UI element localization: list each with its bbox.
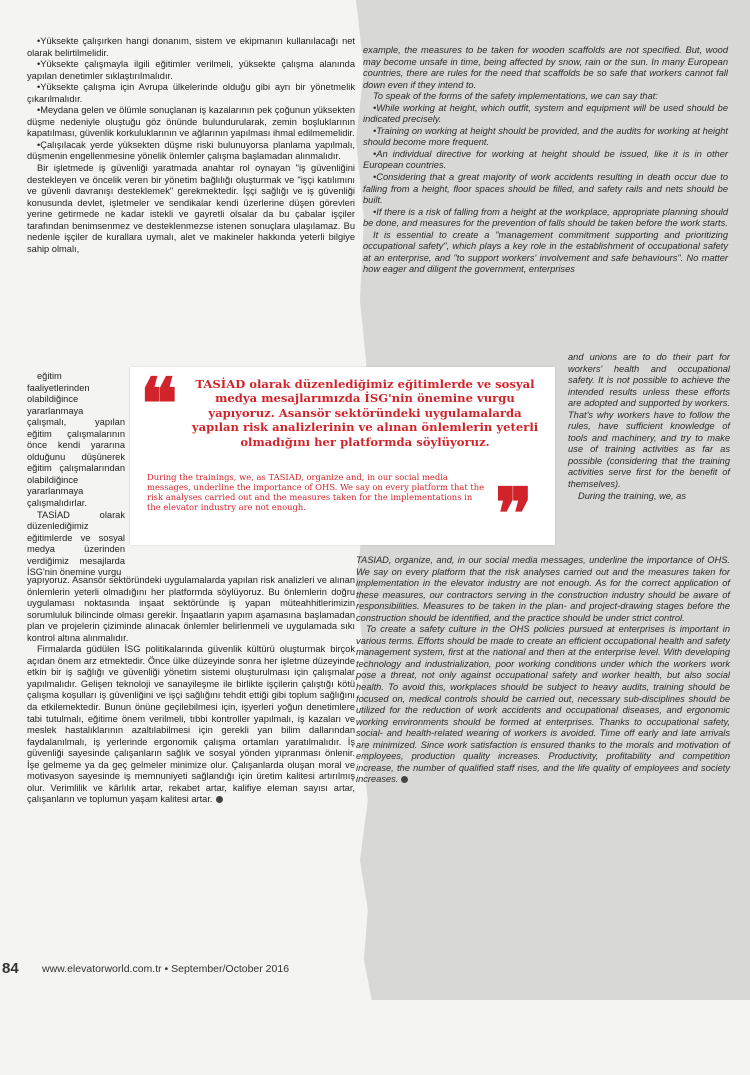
right-column-lower [356,555,730,786]
paragraph: During the training, we, as [578,490,687,501]
footer-text: www.elevatorworld.com.tr • September/October 2016 [42,963,290,975]
paragraph: •Considering that a great majority of work accidents resulting in death occur due to falling from a height, floor spaces should be filled, and safety rails and nets should be built. [363,172,728,206]
paragraph: and unions are to do their part for workers' health and occupational safety. It is not possible to achieve the intended results unless these efforts are adopted and supported by workers. That's why workers have to follow the rules, have sufficient knowledge of tools and machinery, and try to make use of training activities as far as possible (considering that the training activities serve first for the benefit of themselves). [568,352,730,490]
right-column-top [363,45,728,276]
paragraph: eğitim faaliyetlerinden olabildiğince yararlanmaya çalışmalı, yapılan eğitim çalışmalarının önce kendi yararına olduğunu düşünerek eğitim çalışmalarından olabildiğince yararlanmaya çalışmalıdırlar. [27,371,125,509]
pull-quote-turkish: TASİAD olarak düzenlediğimiz eğitimlerde ve sosyal medya mesajlarımızda İSG'nin önemine vurgu yapıyoruz. Asansör sektöründeki uygulamalarda yapılan risk analizlerinin ve alınan önlemlerin yeterli olmadığını her platformda söylüyoruz. [191,377,539,449]
left-column-lower [27,575,355,806]
paragraph: •Yüksekte çalışma için Avrupa ülkelerinde olduğu gibi ayrı bir yönetmelik çıkarılmalıdır. [27,82,355,104]
paragraph-text: To create a safety culture in the OHS policies pursued at enterprises is important in various terms. Efforts should be made to create an efficient occupational health and safety management system, first at the national and then at the enterprise level. With developing technology and industrialization, poor working conditions under which the workers work pose a threat, not only against occupational safety and worker health, but also social health. To avoid this, workplaces should be subject to heavy audits, training should be focused on, medical controls should be carried out, necessary sub-disciplines should be utilized for the reduction of work accidents and occupational diseases, and ergonomic working environments should be formed at enterprises. Thanks to occupational safety, social- and health-related wearing of workers is avoided. Time off early and late arrivals are minimized. Since work satisfaction is ensured thanks to the morals and motivation of employees, production quality increases. Productivity, profitability and competition increase, the number of qualified staff rises, and the life quality of employees and society increases. [356,624,730,785]
page-number: 84 [2,960,19,977]
paragraph: •Training on working at height should be provided, and the audits for working at height should become more frequent. [363,125,728,148]
paragraph: TASİAD olarak düzenlediğimiz eğitimlerde ve sosyal medya üzerinden verdiğimiz mesajlarda İSG'nin önemine vurgu [27,509,125,578]
paragraph: •Meydana gelen ve ölümle sonuçlanan iş kazalarının pek çoğunun yüksekten düşme nedeniyle oluştuğu göz önünde bulundurularak, zemin boşluklarının kapatılması, güvenlik korkuluklarının ve ağlarının yapılması ihmal edilmemelidir. [27,105,355,139]
paragraph: TASIAD, organize, and, in our social media messages, underline the importance of OHS. We say on every platform that the risk analyses carried out and the measures taken for implementation in the elevator industry are not enough. As for the correct application of these measures, our contractors serving in the construction industry should be aware of responsibilities. Measures to be taken in the plan- and project-drawing stages before the construction should be identified, and the practice should be under strict control. [356,555,730,623]
pull-quote [130,362,555,555]
paragraph [27,644,355,806]
paragraph: Bir işletmede iş güvenliği yaratmada anahtar rol oynayan "iş güvenliğini destekleyen ve öncelik veren bir yönetim bağlılığı oluşturmak ve "işçi katılımını ve güvenli davranışı desteklemek" gerekmektedir. İşçi sağlığı ve iş güvenliği konusunda devlet, işletmeler ve sendikalar kendi üzerlerine düşen görevleri yerine getirmede ne kadar istekli ve gayretli olsalar da bu çabalar işçiler tarafından benimsenmez ve desteklenmezse istenen sonuçlara ulaşılamaz. Bu nedenle işçiler de kurallara uymalı, alet ve makineler hakkında yeterli bilgiye sahip olmalı, [27,163,355,254]
paragraph-text: Firmalarda güdülen İSG politikalarında güvenlik kültürü oluşturmak birçok açıdan önem arz etmektedir. Önce ülke düzeyinde sonra her işletme düzeyinde etkin bir iş sağlığı ve güvenliği yönetim sistemi oluşturulması için çalışmalar yapılmalıdır. Gelişen teknoloji ve sanayileşme ile birlikte işçilerin çalıştığı kötü çalışma koşulları iş güvenliğini ve işçi sağlığını tehdit ettiği gibi toplum sağlığını da etkilemektedir. Bunun önüne geçilebilmesi için, işyerleri yoğun denetimlere tabi tutulmalı, eğitime önem verilmeli, tıbbi kontroller yapılmalı, iş kazaları ve meslek hastalıklarının azaltılabilmesi için gerekli yan bilim dallarından faydalanılmalı, iş yerlerinde ergonomik çalışma ortamları yaratılmalıdır. İş güvenliği sayesinde çalışanların sağlık ve sosyal yönden yıpranması önlenir. İşe gelmeme ya da geç gelmeler minimize olur. Çalışanlarda oluşan moral ve motivasyon sayesinde iş memnuniyeti sağlandığı için üretim kalitesi artırılmış olur. Verimlilik ve kârlılık artar, rekabet artar, kalifiye eleman sayısı artar, çalışanların ve toplumun yaşam kalitesi artar. [27,644,355,805]
page-footer [0,960,356,982]
left-column-narrow [27,371,125,579]
paragraph: To speak of the forms of the safety implementations, we can say that: [373,91,658,102]
paragraph: It is essential to create a "management commitment supporting and prioritizing occupational safety", which plays a key role in the establishment of occupational safety at an enterprise, and "to support workers' involvement and safe behaviours". No matter how eager and diligent the government, enterprises [363,229,728,275]
paragraph: •While working at height, which outfit, system and equipment will be used should be indicated precisely. [363,102,728,125]
right-column-narrow [568,352,730,502]
paragraph: •An individual directive for working at height should be issued, like it is in other European countries. [363,148,728,171]
paragraph: •If there is a risk of falling from a height at the workplace, appropriate planning should be done, and measures for the prevention of falls should be taken before the work starts. [363,206,728,229]
open-quote-icon: ❝ [140,362,178,445]
paragraph: •Çalışılacak yerde yüksekten düşme riski bulunuyorsa planlama yapılmalı, düşmenin engellenmesine yönelik önlemler çalışma başlamadan alınmalıdır. [27,139,355,162]
end-mark-icon [216,796,223,803]
pull-quote-english: During the trainings, we, as TASIAD, organize and, in our social media messages, underline the importance of OHS. We say on every platform that the risk analyses carried out and the measures taken for the implementations in the elevator industry are not enough. [147,472,485,512]
paragraph: example, the measures to be taken for wooden scaffolds are not specified. But, wood may become unsafe in time, being affected by snow, rain or the sun. In many European countries, there are rules for the need that scaffolds be so safe that workers cannot fall down even if they intend to. [363,45,728,90]
paragraph [356,624,730,786]
close-quote-icon: ❞ [495,472,533,555]
paragraph: •Yüksekte çalışırken hangi donanım, sistem ve ekipmanın kullanılacağı net olarak belirtilmelidir. [27,36,355,58]
paragraph: •Yüksekte çalışmayla ilgili eğitimler verilmeli, yüksekte çalışma alanında yapılan denetimler sıklaştırılmalıdır. [27,59,355,81]
end-mark-icon [401,776,408,783]
left-column-top [27,36,355,255]
paragraph: yapıyoruz. Asansör sektöründeki uygulamalarda yapılan risk analizleri ve alınan önlemlerin yeterli olmadığını her platformda söylüyoruz. Bu önlemlerin doğru uygulaması noktasında inşaat sektöründe iş yapan müteahhitlerimizin sorumluluk bilincinde olması gerekir. İnşaatların yapım aşamasına başlamadan plan ve projelerin çiziminde alınacak önlemler belirlenmeli ve uygulamada sıkı kontrol altına alınmalıdır. [27,575,355,643]
